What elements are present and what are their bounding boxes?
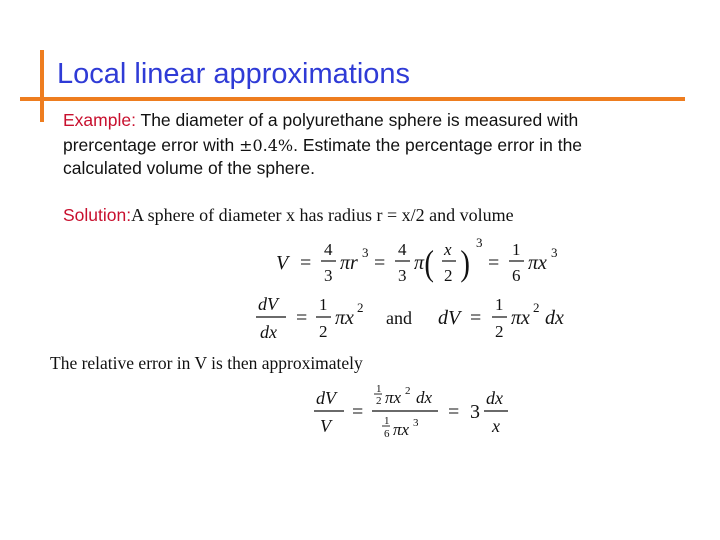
svg-text:2: 2 (444, 266, 453, 285)
svg-text:=: = (374, 252, 386, 274)
example-text-1: The diameter of a polyurethane sphere is measured with (140, 110, 579, 130)
svg-text:4: 4 (324, 240, 333, 259)
volume-equation (270, 233, 570, 293)
svg-text:(: ( (424, 244, 434, 284)
svg-text:2: 2 (319, 322, 328, 341)
svg-text:=: = (296, 307, 308, 329)
example-line-3: calculated volume of the sphere. (63, 158, 315, 178)
svg-text:4: 4 (398, 240, 407, 259)
svg-text:1: 1 (319, 295, 328, 314)
svg-text:=: = (448, 401, 460, 423)
svg-text:3: 3 (476, 235, 483, 250)
svg-text:2: 2 (405, 385, 411, 397)
svg-text:x: x (444, 240, 452, 259)
example-line-2 (63, 135, 582, 156)
solution-line (63, 205, 514, 226)
svg-text:πr: πr (340, 252, 358, 274)
example-text-2b: . Estimate the percentage error in the (293, 135, 583, 155)
svg-text:3: 3 (362, 245, 369, 260)
svg-text:and: and (386, 308, 412, 328)
svg-text:1: 1 (495, 295, 504, 314)
svg-text:): ) (460, 244, 470, 284)
svg-text:dV: dV (316, 388, 336, 408)
svg-text:3: 3 (324, 266, 333, 285)
solution-text: A sphere of diameter x has radius r = x/2 and volume (131, 205, 514, 225)
accent-horizontal-bar (20, 97, 685, 101)
svg-text:6: 6 (512, 266, 521, 285)
relative-error-equation (310, 380, 530, 446)
example-text-2a: prercentage error with (63, 135, 240, 155)
svg-text:3: 3 (413, 417, 419, 429)
svg-text:1: 1 (512, 240, 521, 259)
solution-label: Solution: (63, 205, 132, 225)
accent-vertical-bar (40, 50, 44, 122)
svg-text:V: V (320, 416, 331, 436)
svg-text:πx: πx (335, 307, 354, 329)
svg-text:3: 3 (470, 401, 480, 423)
svg-text:3: 3 (398, 266, 407, 285)
svg-text:2: 2 (533, 300, 540, 315)
svg-text:dx: dx (486, 388, 503, 408)
svg-text:dx: dx (545, 307, 564, 329)
svg-text:dx: dx (416, 388, 433, 407)
svg-text:x: x (492, 416, 500, 436)
svg-text:πx: πx (393, 420, 410, 439)
svg-text:6: 6 (384, 428, 390, 440)
example-line-1 (63, 110, 578, 131)
svg-text:dV: dV (438, 307, 461, 329)
svg-text:=: = (300, 252, 312, 274)
relative-error-text: The relative error in V is then approximately (50, 353, 363, 373)
example-label: Example: (63, 110, 136, 130)
svg-text:=: = (352, 401, 364, 423)
svg-text:π: π (414, 252, 425, 274)
svg-text:dV: dV (258, 294, 278, 314)
svg-text:=: = (488, 252, 500, 274)
slide-title: Local linear approximations (57, 58, 411, 90)
svg-text:3: 3 (551, 245, 558, 260)
svg-text:2: 2 (357, 300, 364, 315)
svg-text:dx: dx (260, 322, 277, 342)
plus-minus-value: ±0.4% (239, 136, 294, 155)
svg-text:πx: πx (528, 252, 547, 274)
svg-text:2: 2 (376, 395, 382, 407)
svg-text:V: V (276, 252, 289, 274)
derivative-equation (252, 290, 582, 346)
svg-text:1: 1 (376, 383, 382, 395)
svg-text:2: 2 (495, 322, 504, 341)
svg-text:=: = (470, 307, 482, 329)
svg-text:πx: πx (385, 388, 402, 407)
svg-text:1: 1 (384, 415, 390, 427)
svg-text:πx: πx (511, 307, 530, 329)
